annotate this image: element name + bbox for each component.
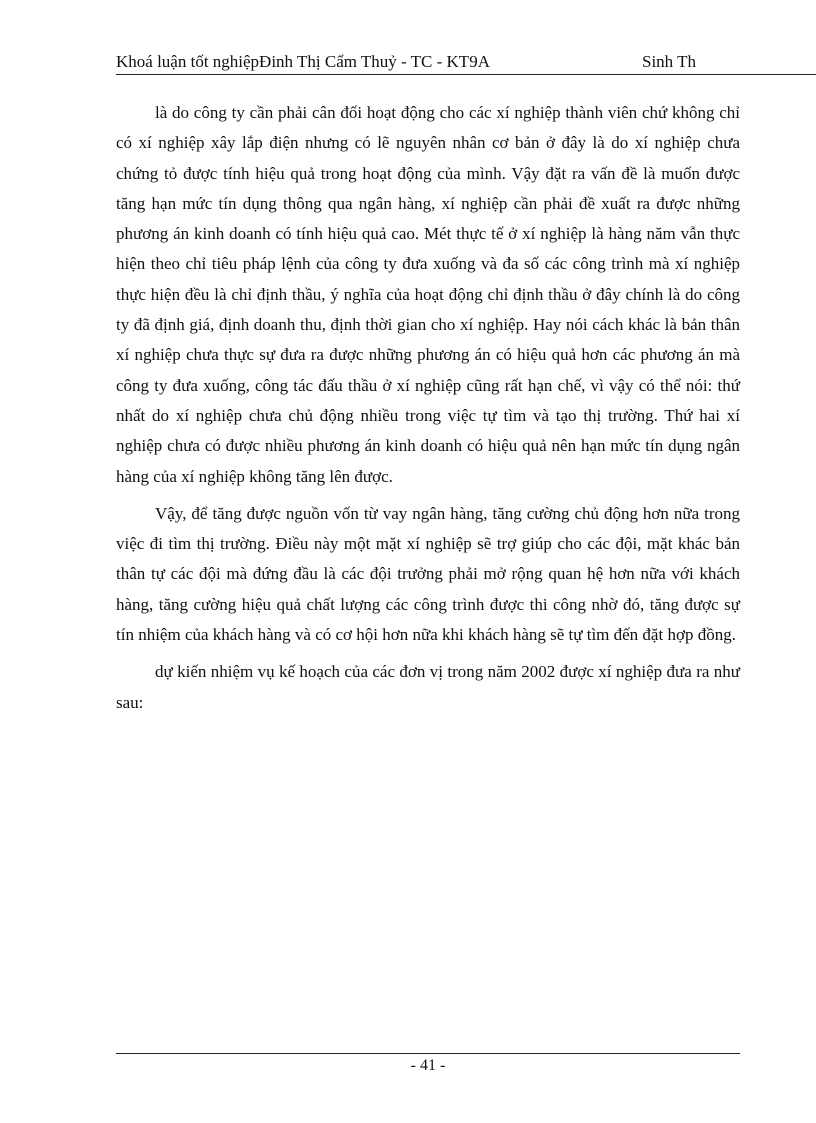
header-right-text: Sinh Th: [642, 52, 697, 71]
page-footer: [116, 1053, 740, 1074]
paragraph-2: Vậy, để tăng được nguồn vốn từ vay ngân hàng, tăng cường chủ động hơn nữa trong việc đi tìm thị trường. Điều này một mặt xí nghiệp sẽ trợ giúp cho các đội, mặt khác bản thân tự các đội mà đứng đầu là các đội trưởng phải mở rộng quan hệ hơn nữa với khách hàng, tăng cường hiệu quả chất lượng các công trình được thi công nhờ đó, tăng được sự tín nhiệm của khách hàng và có cơ hội hơn nữa khi khách hàng sẽ tự tìm đến đặt hợp đồng.: [116, 503, 740, 645]
page-number: - 41 -: [410, 1057, 446, 1074]
document-body: [116, 98, 740, 725]
paragraph-1: là do công ty cần phải cân đối hoạt động cho các xí nghiệp thành viên chứ không chỉ có xí nghiệp xây lắp điện nhưng có lẽ nguyên nhân cơ bản ở đây là do xí nghiệp chưa chứng tỏ được tính hiệu quả trong hoạt động của mình. Vậy đặt ra vấn đề là muốn được tăng hạn mức tín dụng thông qua ngân hàng, xí nghiệp cần phải đề xuất ra được những phương án kinh doanh có tính hiệu quả cao. Mét thực tế ở xí nghiệp là hàng năm vẫn thực hiện theo chỉ tiêu pháp lệnh của công ty đưa xuống và đa số các công trình mà xí nghiệp thực hiện đều là chỉ định thầu, ý nghĩa của hoạt động chỉ định thầu ở đây chính là do công ty đã định giá, định doanh thu, định thời gian cho xí nghiệp. Hay nói cách khác là bản thân xí nghiệp chưa thực sự đưa ra được những phương án có hiệu quả hơn các phương án mà công ty đưa xuống, công tác đấu thầu ở xí nghiệp cũng rất hạn chế, vì vậy có thể nói: thứ nhất do xí nghiệp chưa chủ động nhiều trong việc tự tìm và tạo thị trường. Thứ hai xí nghiệp chưa có được nhiều phương án kinh doanh có hiệu quả nên hạn mức tín dụng ngân hàng của xí nghiệp không tăng lên được.: [116, 103, 740, 486]
paragraph-3: dự kiến nhiệm vụ kế hoạch của các đơn vị trong năm 2002 được xí nghiệp đưa ra như sau:: [116, 662, 740, 712]
page-header-right: [642, 50, 816, 75]
header-title: Khoá luận tốt nghiệpĐinh Thị Cẩm Thuỷ - TC - KT9A: [116, 52, 490, 71]
